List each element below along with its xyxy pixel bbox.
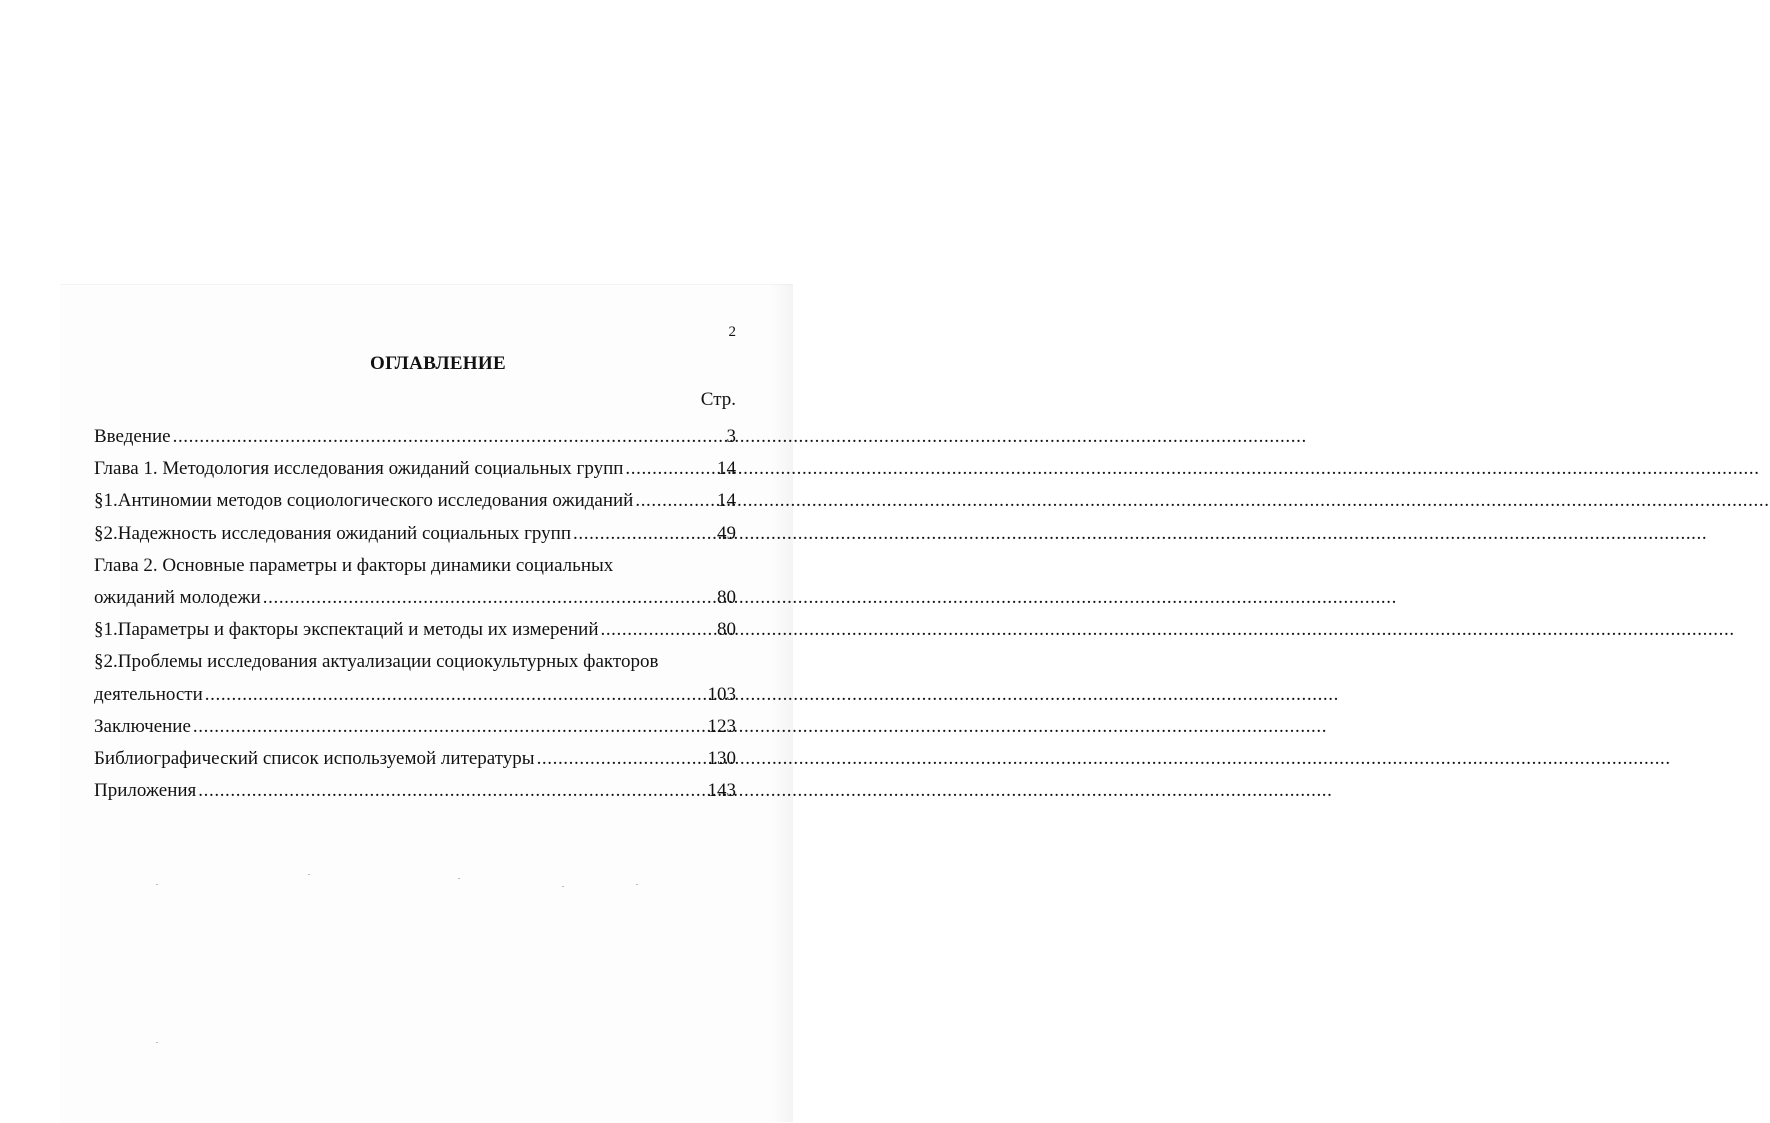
toc-entry-title: Приложения	[94, 780, 197, 802]
toc-entry-chapter-2[interactable]	[94, 550, 736, 614]
dot-leader	[198, 775, 703, 807]
dot-leader	[625, 453, 713, 485]
page-column-label: Стр.	[700, 389, 736, 410]
toc-entry-title: §2.Проблемы исследования актуализации социокультурных факторов	[94, 651, 659, 673]
toc-entry-title: Глава 1. Методология исследования ожиданий социальных групп	[94, 458, 624, 480]
dot-leader	[600, 614, 713, 646]
toc-entry-title: Глава 2. Основные параметры и факторы динамики социальных	[94, 554, 614, 576]
toc-entry-page: 123	[707, 715, 736, 737]
toc-entry-page: 49	[717, 522, 736, 544]
scan-speck	[308, 874, 310, 875]
dot-leader	[537, 743, 704, 775]
toc-entry-page: 80	[717, 619, 736, 641]
page-number: 2	[728, 324, 736, 340]
document-page	[0, 0, 793, 1122]
scan-speck	[562, 886, 564, 887]
scan-speck	[156, 1042, 158, 1043]
page-title: ОГЛАВЛЕНИЕ	[370, 353, 506, 374]
toc-entry-title-continuation: ожиданий молодежи	[94, 586, 261, 608]
toc-entry-title: Заключение	[94, 715, 191, 737]
toc-entry-page: 14	[717, 458, 736, 480]
toc-entry-page: 143	[707, 780, 736, 802]
toc-entry-section-2-1[interactable]	[94, 614, 736, 646]
toc-entry-page: 103	[707, 683, 736, 705]
toc-entry-conclusion[interactable]	[94, 711, 736, 743]
toc-entry-appendices[interactable]	[94, 775, 736, 807]
toc-entry-section-1-2[interactable]	[94, 518, 736, 550]
scan-speck	[458, 878, 460, 879]
toc-entry-bibliography[interactable]	[94, 743, 736, 775]
toc-entry-page: 14	[717, 490, 736, 512]
toc-entry-section-1-1[interactable]	[94, 485, 736, 517]
scan-speck	[156, 884, 158, 885]
dot-leader	[573, 518, 713, 550]
table-of-contents	[94, 421, 736, 807]
toc-entry-title: Введение	[94, 426, 171, 447]
toc-entry-title: §1.Антиномии методов социологического исследования ожиданий	[94, 490, 634, 512]
dot-leader	[263, 582, 713, 614]
toc-entry-title: §1.Параметры и факторы экспектаций и методы их измерений	[94, 619, 599, 641]
toc-entry-title: Библиографический список используемой литературы	[94, 747, 535, 769]
scan-speck	[636, 884, 638, 885]
toc-entry-page: 3	[726, 426, 736, 447]
toc-entry-chapter-1[interactable]	[94, 453, 736, 485]
toc-entry-title: §2.Надежность исследования ожиданий социальных групп	[94, 522, 572, 544]
toc-entry-title-continuation: деятельности	[94, 683, 203, 705]
dot-leader	[635, 485, 713, 517]
toc-entry-page: 130	[707, 747, 736, 769]
dot-leader	[205, 679, 704, 711]
dot-leader	[193, 711, 704, 743]
dot-leader	[173, 421, 718, 453]
toc-entry-introduction[interactable]	[94, 421, 736, 453]
toc-entry-section-2-2[interactable]	[94, 646, 736, 710]
toc-entry-page: 80	[717, 586, 736, 608]
